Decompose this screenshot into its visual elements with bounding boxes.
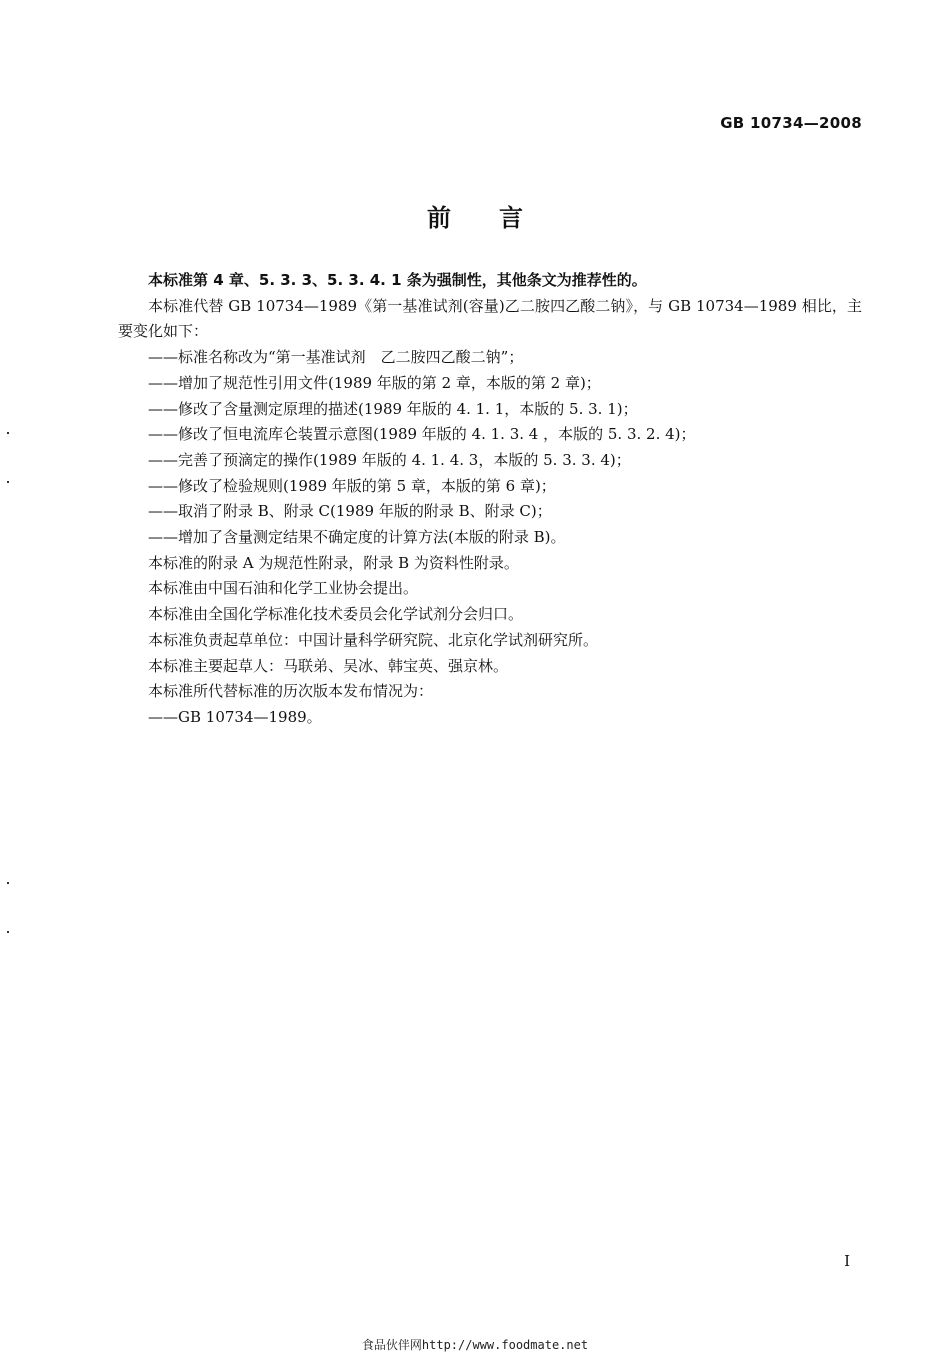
list-item-history: ——GB 10734—1989。 xyxy=(148,707,322,726)
list-item-change: ——修改了含量测定原理的描述(1989 年版的 4. 1. 1，本版的 5. 3. 1)； xyxy=(148,399,638,418)
footer-watermark: 食品伙伴网http://www.foodmate.net xyxy=(361,1338,589,1352)
scan-dot xyxy=(7,481,9,483)
list-item-change: ——增加了规范性引用文件(1989 年版的第 2 章，本版的第 2 章)； xyxy=(148,373,601,392)
scan-dot xyxy=(7,432,9,434)
list-item-change: ——修改了恒电流库仑装置示意图(1989 年版的 4. 1. 3. 4 ，本版的 5. 3. 2. 4)； xyxy=(148,425,696,444)
paragraph-history: 本标准所代替标准的历次版本发布情况为： xyxy=(148,682,434,701)
list-item-change: ——完善了预滴定的操作(1989 年版的 4. 1. 4. 3，本版的 5. 3. 3. 4)； xyxy=(148,450,631,469)
paragraph-proposer: 本标准由中国石油和化学工业协会提出。 xyxy=(148,579,419,598)
page-number: I xyxy=(844,1252,850,1270)
scan-dot xyxy=(7,931,9,933)
list-item-change: ——取消了附录 B、附录 C(1989 年版的附录 B、附录 C)； xyxy=(148,502,552,521)
paragraph-drafters: 本标准主要起草人：马联弟、吴冰、韩宝英、强京林。 xyxy=(148,656,509,675)
page-title: 前言 xyxy=(427,204,571,232)
list-item-change: ——标准名称改为“第一基准试剂 乙二胺四乙酸二钠”； xyxy=(148,348,524,367)
paragraph-drafting-units: 本标准负责起草单位：中国计量科学研究院、北京化学试剂研究所。 xyxy=(148,630,599,649)
paragraph-mandatory-clauses: 本标准第 4 章、5. 3. 3、5. 3. 4. 1 条为强制性，其他条文为推荐性的。 xyxy=(148,271,647,289)
standard-code: GB 10734—2008 xyxy=(720,114,862,132)
paragraph-annex: 本标准的附录 A 为规范性附录，附录 B 为资料性附录。 xyxy=(148,553,519,572)
document-body xyxy=(118,268,862,731)
scan-dot xyxy=(7,882,9,884)
list-item-change: ——增加了含量测定结果不确定度的计算方法(本版的附录 B)。 xyxy=(148,528,566,547)
paragraph-committee: 本标准由全国化学标准化技术委员会化学试剂分会归口。 xyxy=(148,605,524,624)
paragraph-replacement: 本标准代替 GB 10734—1989《第一基准试剂(容量)乙二胺四乙酸二钠》，与 GB 10734—1989 相比，主要变化如下： xyxy=(118,296,862,341)
list-item-change: ——修改了检验规则(1989 年版的第 5 章，本版的第 6 章)； xyxy=(148,476,556,495)
